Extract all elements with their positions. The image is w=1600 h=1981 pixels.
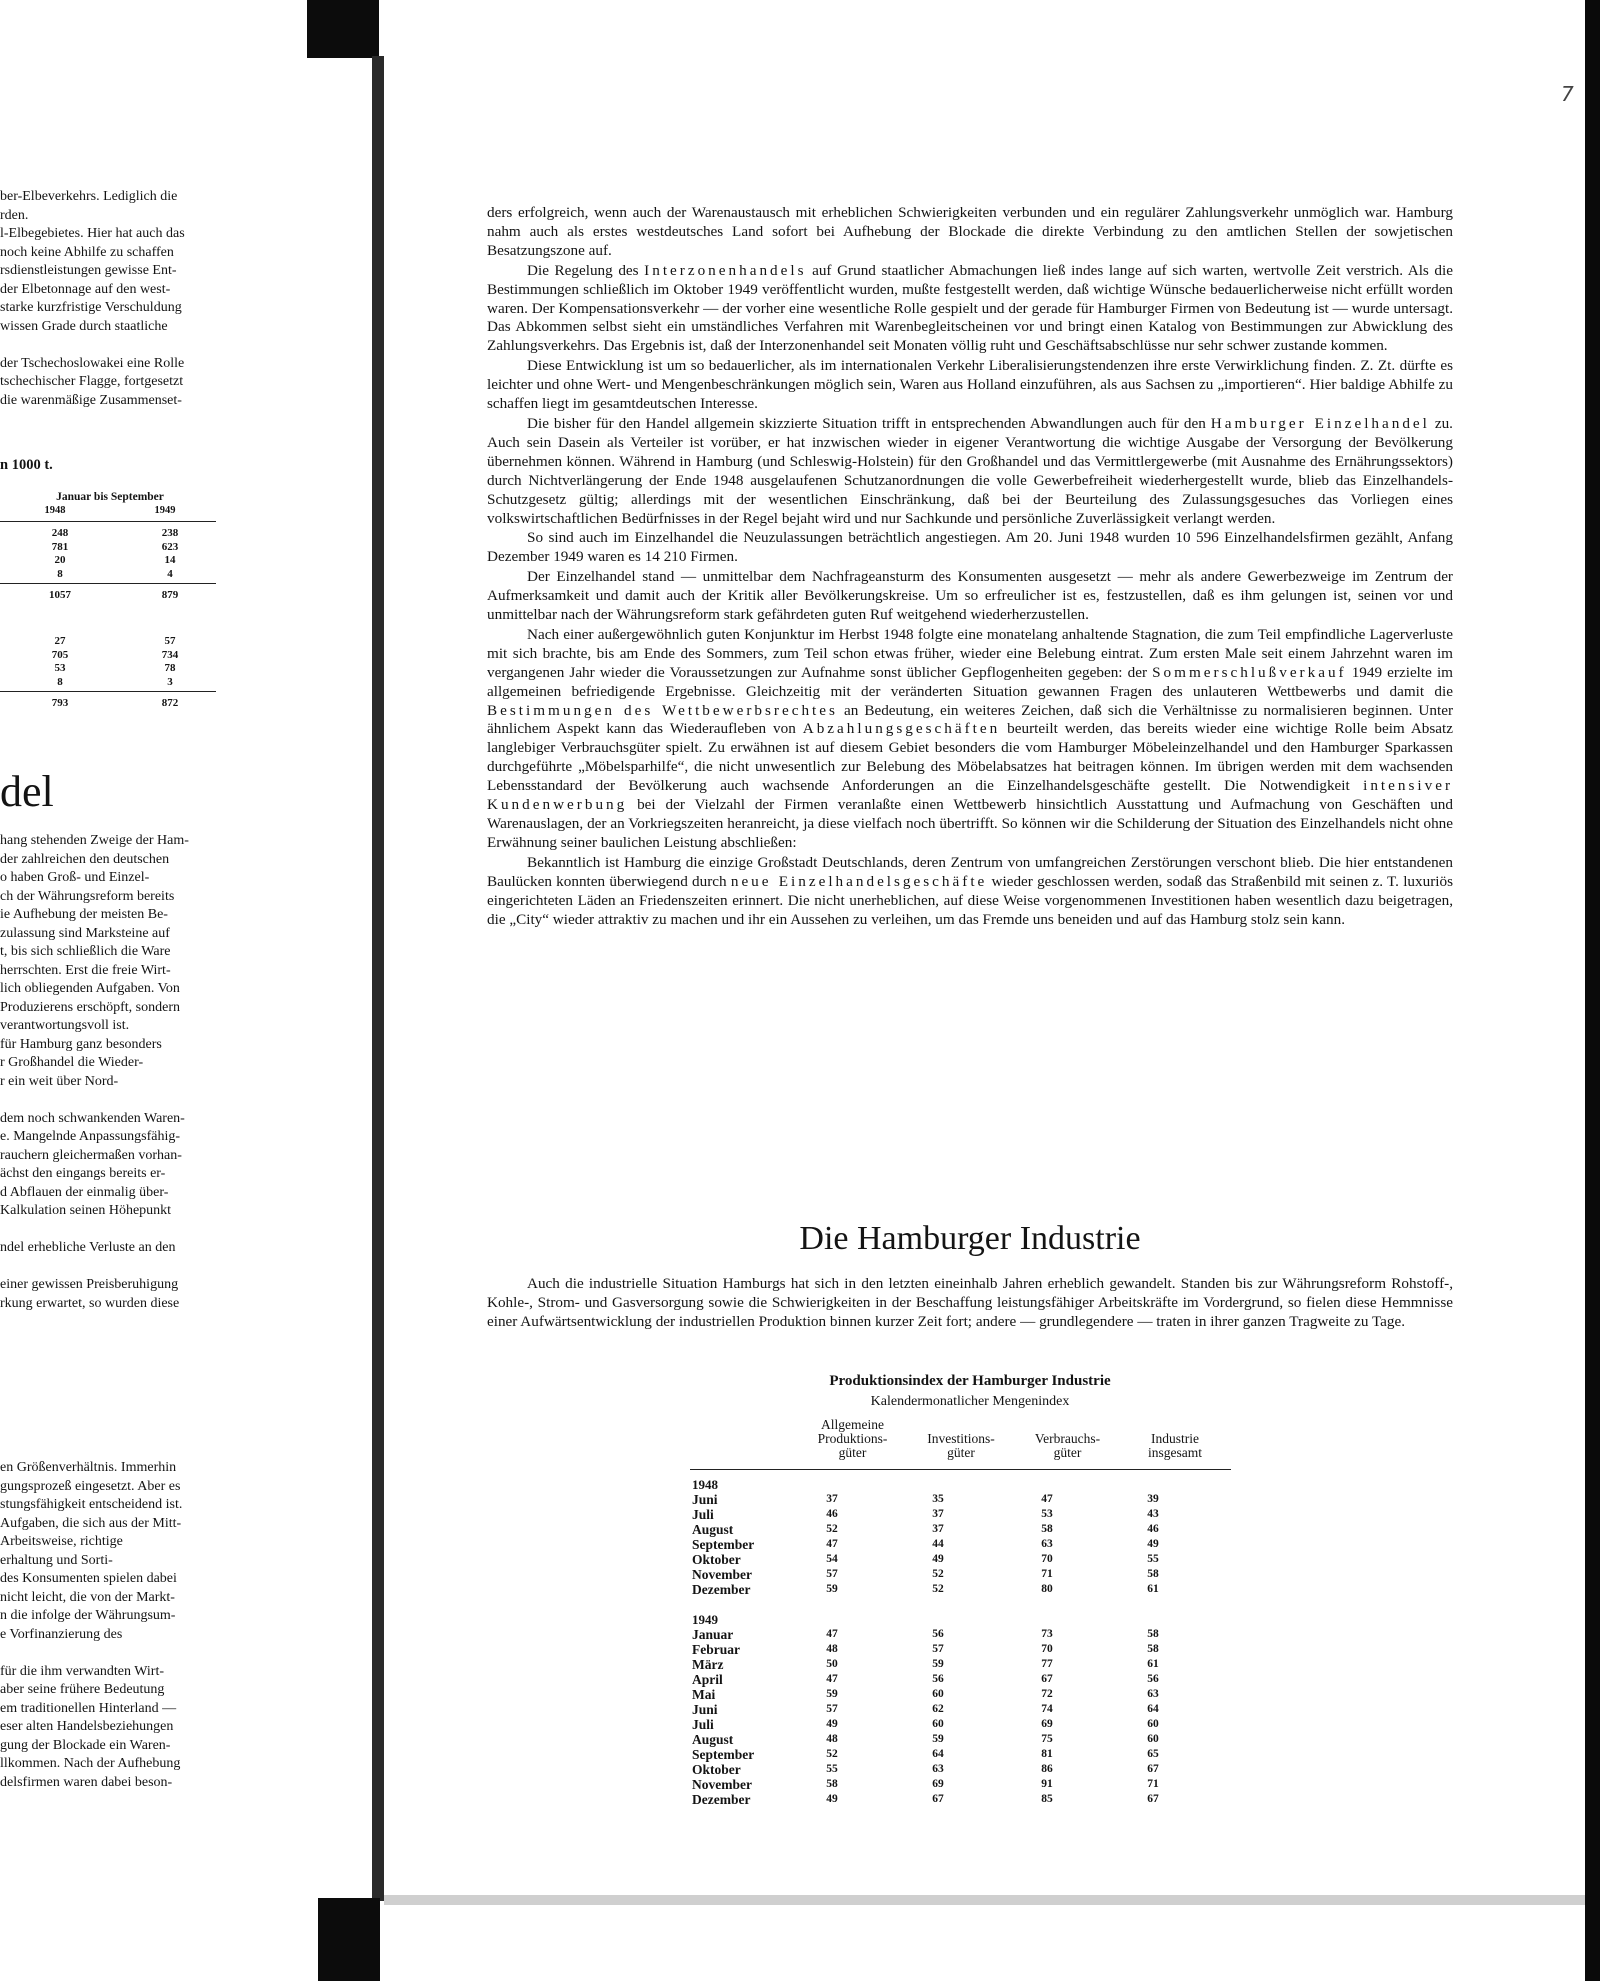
text-line: zulassung sind Marksteine auf xyxy=(0,925,170,941)
left-table-col1: 1948 xyxy=(44,505,66,516)
table-month: Januar xyxy=(692,1627,734,1642)
text-line: einer gewissen Preisberuhigung xyxy=(0,1277,179,1292)
table-cell: 49 xyxy=(1147,1538,1159,1550)
text-line: dem noch schwankenden Waren- xyxy=(0,1110,185,1126)
table-year: 1948 xyxy=(692,1477,718,1492)
left-table-row xyxy=(0,697,220,712)
table-header-col3: Verbrauchs- güter xyxy=(1034,1431,1101,1460)
text-line: wissen Grade durch staatliche xyxy=(0,318,168,334)
table-cell: 73 xyxy=(1041,1628,1053,1640)
table-month: September xyxy=(692,1537,755,1552)
table-cell: 55 xyxy=(826,1763,838,1775)
table-cell: 52 xyxy=(932,1583,944,1595)
left-table-cell: 793 xyxy=(51,697,69,709)
table-cell: 57 xyxy=(826,1703,838,1715)
text-line: eser alten Handelsbeziehungen xyxy=(0,1719,174,1734)
paragraph: Die Regelung des Interzonenhandels auf Grund staatlicher Abmachungen ließ indes lange auf sich warten, wertvolle Zeit verstrich. Als die Bestimmungen schließlich im Oktober 1949 veröffentlicht wurden, mußte festgestellt werden, daß wichtige Wünsche bedauerlicherweise nicht erfüllt worden waren. Der Kompensationsverkehr — der vorher eine wesentliche Rolle gespielt und der gerade für Hamburger Firmen von Bedeutung ist — wurde untersagt. Das Abkommen selbst sieht ein umständliches Verfahren mit Warenbegleitscheinen vor und bringt einen Katalog von Bestimmungen zur Abwicklung des Zahlungsverkehrs. Das Ergebnis ist, daß der Interzonenhandel seit Monaten völlig ruht und Geschäftsabschlüsse nur sehr schwer zustande kommen. xyxy=(487,261,1453,355)
left-table-cell: 734 xyxy=(161,648,179,661)
table-cell: 47 xyxy=(826,1673,838,1685)
table-cell: 57 xyxy=(932,1643,944,1655)
table-cell: 54 xyxy=(826,1553,838,1565)
table-month: Juni xyxy=(692,1492,718,1507)
left-table-row xyxy=(0,589,220,604)
table-cell: 46 xyxy=(826,1508,838,1520)
page-fold xyxy=(372,56,384,1901)
table-cell: 52 xyxy=(826,1748,838,1760)
table-cell: 63 xyxy=(1147,1688,1159,1700)
left-table-row xyxy=(0,676,220,691)
table-month: Dezember xyxy=(692,1792,751,1807)
table-row xyxy=(690,1762,1250,1777)
text-line xyxy=(0,1091,268,1110)
table-month: August xyxy=(692,1522,734,1537)
table-month: Oktober xyxy=(692,1762,741,1777)
table-month: Juni xyxy=(692,1702,718,1717)
page-number: 7 xyxy=(1561,82,1574,106)
table-cell: 61 xyxy=(1147,1583,1159,1595)
table-cell: 37 xyxy=(932,1523,944,1535)
table-row xyxy=(690,1777,1250,1792)
table-cell: 67 xyxy=(1147,1763,1159,1775)
section-intro xyxy=(487,1275,1453,1332)
table-cell: 69 xyxy=(1041,1718,1053,1730)
left-section-heading: del xyxy=(0,767,54,816)
table-month: November xyxy=(692,1777,752,1792)
section-title: Die Hamburger Industrie xyxy=(799,1220,1141,1257)
table-cell: 47 xyxy=(1041,1493,1053,1505)
table-cell: 71 xyxy=(1041,1568,1053,1580)
text-line: Kalkulation seinen Höhepunkt xyxy=(0,1203,172,1218)
text-line: die warenmäßige Zusammenset- xyxy=(0,392,182,408)
table-row xyxy=(690,1537,1250,1552)
text-line: r Großhandel die Wieder- xyxy=(0,1055,144,1070)
text-line: des Konsumenten spielen dabei xyxy=(0,1571,177,1586)
table-cell: 60 xyxy=(1147,1718,1159,1730)
table-cell: 77 xyxy=(1041,1658,1053,1670)
table-cell: 74 xyxy=(1041,1703,1053,1715)
table-cell: 56 xyxy=(1147,1673,1159,1685)
left-table-row xyxy=(0,568,220,583)
text-line: n die infolge der Währungsum- xyxy=(0,1608,176,1623)
left-table-cell: 20 xyxy=(54,554,66,566)
text-line: Arbeitsweise, richtige xyxy=(0,1534,123,1549)
left-page-text-top xyxy=(0,188,268,410)
table-cell: 64 xyxy=(1147,1703,1159,1715)
table-month: November xyxy=(692,1567,752,1582)
left-table-rule xyxy=(0,691,216,692)
table-row xyxy=(690,1732,1250,1747)
table-month: September xyxy=(692,1747,755,1762)
table-cell: 52 xyxy=(932,1568,944,1580)
table-month: Dezember xyxy=(692,1582,751,1597)
text-line: en Größenverhältnis. Immerhin xyxy=(0,1460,177,1475)
paragraph: Auch die industrielle Situation Hamburgs hat sich in den letzten eineinhalb Jahren erheblich gewandelt. Standen bis zur Währungsreform Rohstoff-, Kohle-, Strom- und Gasversorgung sowie die Schwierigkeiten in der Beschaffung leistungsfähiger Arbeitskräfte im Vordergrund, so fielen diese Hemmnisse einer Aufwärtsentwicklung der industriellen Produktion binnen kurzer Zeit fort; andere — grundlegendere — traten in ihrer ganzen Tragweite zu Tage. xyxy=(487,1275,1453,1330)
text-line xyxy=(0,336,268,355)
table-row xyxy=(690,1702,1250,1717)
table-cell: 48 xyxy=(826,1643,838,1655)
table-cell: 53 xyxy=(1041,1508,1053,1520)
text-line: der Elbetonnage auf den west- xyxy=(0,281,171,297)
table-cell: 67 xyxy=(932,1793,944,1805)
text-line: rden. xyxy=(0,207,29,223)
text-line: herrschten. Erst die freie Wirt- xyxy=(0,962,171,978)
table-cell: 56 xyxy=(932,1673,944,1685)
paragraph: Diese Entwicklung ist um so bedauerlicher, als im internationalen Verkehr Liberalisierungstendenzen ihre erste Verwirklichung finden. Z. Zt. dürfte es leichter und ohne Wert- und Mengenbeschränkungen möglich sein, Waren aus Holland einzuführen, als aus Sachsen zu „importieren“. Hier baldige Abhilfe zu schaffen liegt im gesamtdeutschen Interesse. xyxy=(487,357,1453,413)
table-cell: 59 xyxy=(932,1658,944,1670)
text-line: ächst den eingangs bereits er- xyxy=(0,1166,166,1181)
text-line: noch keine Abhilfe zu schaffen xyxy=(0,244,174,260)
table-cell: 39 xyxy=(1147,1493,1159,1505)
table-cell: 49 xyxy=(826,1793,838,1805)
left-table-cell: 872 xyxy=(161,697,179,709)
table-cell: 48 xyxy=(826,1733,838,1745)
table-cell: 37 xyxy=(932,1508,944,1520)
table-month: März xyxy=(692,1657,724,1672)
table-row xyxy=(690,1582,1250,1597)
table-month: Oktober xyxy=(692,1552,741,1567)
table-cell: 44 xyxy=(932,1538,944,1550)
table-cell: 57 xyxy=(826,1568,838,1580)
table-row xyxy=(690,1522,1250,1537)
table-row xyxy=(690,1492,1250,1507)
table-subtitle: Kalendermonatlicher Mengenindex xyxy=(870,1394,1070,1409)
left-table-cell: 1057 xyxy=(49,589,71,601)
table-cell: 58 xyxy=(1041,1523,1053,1535)
table-month: Februar xyxy=(692,1642,740,1657)
left-table-col2: 1949 xyxy=(154,505,176,516)
table-year: 1949 xyxy=(692,1612,718,1627)
table-cell: 55 xyxy=(1147,1553,1159,1565)
left-table-cell: 4 xyxy=(167,567,173,580)
text-line: em traditionellen Hinterland — xyxy=(0,1700,177,1716)
table-row xyxy=(690,1792,1250,1807)
table-month: Juli xyxy=(692,1717,714,1732)
text-line: lich obliegenden Aufgaben. Von xyxy=(0,981,180,996)
table-cell: 85 xyxy=(1041,1793,1053,1805)
text-line: rauchern gleichermaßen vorhan- xyxy=(0,1147,182,1163)
table-month: August xyxy=(692,1732,734,1747)
table-cell: 64 xyxy=(932,1748,944,1760)
table-row xyxy=(690,1642,1250,1657)
table-cell: 71 xyxy=(1147,1778,1159,1790)
table-cell: 86 xyxy=(1041,1763,1053,1775)
left-table-cell: 53 xyxy=(54,662,66,674)
table-cell: 58 xyxy=(826,1778,838,1790)
table-cell: 35 xyxy=(932,1493,944,1505)
text-line: e Vorfinanzierung des xyxy=(0,1626,123,1642)
binding-shadow-bottom xyxy=(318,1898,380,1981)
text-line: ndel erhebliche Verluste an den xyxy=(0,1240,176,1255)
left-table-cell: 623 xyxy=(161,540,179,553)
table-row xyxy=(690,1627,1250,1642)
left-table-cell: 8 xyxy=(57,675,63,688)
table-header-col4: Industrie insgesamt xyxy=(1148,1431,1202,1460)
text-line: der Tschechoslowakei eine Rolle xyxy=(0,355,185,371)
table-cell: 63 xyxy=(1041,1538,1053,1550)
table-cell: 56 xyxy=(932,1628,944,1640)
paragraph: Nach einer außergewöhnlich guten Konjunktur im Herbst 1948 folgte eine monatelang anhaltende Stagnation, die zum Teil empfindliche Lagerverluste mit sich brachte, bis am Ende des Sommers, zum Teil schon etwas früher, wieder eine Belebung eintrat. Zum ersten Male seit einem Jahrzehnt waren im vergangenen Jahr wieder die Voraussetzungen zur Aufnahme sonst üblicher Gepflogenheiten gegeben: der Sommerschlußverkauf 1949 erzielte im allgemeinen befriedigende Ergebnisse. Gleichzeitig mit der veränderten Situation gewannen Fragen des unlauteren Wettbewerbs und damit die Bestimmungen des Wettbewerbsrechtes an Bedeutung, ein weiteres Zeichen, daß sich die Verhältnisse zu normalisieren beginnen. Unter ähnlichem Aspekt kann das Wiederaufleben von Abzahlungsgeschäften beurteilt werden, das bereits wieder eine wichtige Rolle beim Absatz langlebiger Verbrauchsgüter spielt. Zu erwähnen ist auf diesem Gebiet besonders die vom Hamburger Möbeleinzelhandel und den Hamburger Sparkassen durchgeführte „Möbelsparhilfe“, die nicht unwesentlich zur Belebung des Möbelabsatzes hat beitragen können. Im übrigen werden mit dem wachsenden Lebensstandard der Bevölkerung auch wachsende Anforderungen an die Einzelhandelsgeschäfte gestellt. Die Notwendigkeit intensiver Kundenwerbung bei der Vielzahl der Firmen veranlaßte einen Wettbewerb hinsichtlich Ausstattung und Aufmachung von Geschäften und Warenauslagen, der an Vorkriegszeiten heranreicht, ja diese vielfach noch übertrifft. So können wir die Schilderung der Situation des Einzelhandels nicht ohne Erwähnung seiner baulichen Leistung abschließen: xyxy=(487,625,1454,851)
paragraph: So sind auch im Einzelhandel die Neuzulassungen beträchtlich angestiegen. Am 20. Juni 1948 wurden 10 596 Einzelhandelsfirmen gezählt, Anfang Dezember 1949 waren es 14 210 Firmen. xyxy=(487,529,1453,566)
text-line: für die ihm verwandten Wirt- xyxy=(0,1663,165,1679)
left-table-caption: n 1000 t. xyxy=(0,457,53,473)
table-cell: 37 xyxy=(826,1493,838,1505)
text-line xyxy=(0,1221,268,1240)
text-line: gungsprozeß eingesetzt. Aber es xyxy=(0,1478,181,1494)
table-cell: 70 xyxy=(1041,1643,1053,1655)
text-line: d Abflauen der einmalig über- xyxy=(0,1184,169,1200)
table-month: April xyxy=(692,1672,723,1687)
table-cell: 65 xyxy=(1147,1748,1159,1760)
paragraph: Die bisher für den Handel allgemein skizzierte Situation trifft in entsprechenden Abwandlungen auch für den Hamburger Einzelhandel zu. Auch sein Dasein als Verteiler ist vorüber, er hat inzwischen wieder in eigener Verantwortung die wichtige Ausgabe der Versorgung der Bevölkerung übernehmen können. Während in Hamburg (und Schleswig-Holstein) für den Großhandel und das Vermittlergewerbe (mit Ausnahme des Ernährungssektors) durch Nichtverlängerung der Ende 1948 ausgelaufenen Schutzanordnungen die volle Gewerbefreiheit wiederhergestellt wurde, blieb das Einzelhandels-Schutzgesetz gültig; allerdings mit der wesentlichen Einschränkung, daß bei der Beurteilung des Zulassungsgesuches das Vorliegen eines volkswirtschaftlichen Bedürfnisses in der Regel bejaht wird und nur Sachkunde und persönliche Zuverlässigkeit verlangt werden. xyxy=(487,414,1453,527)
table-cell: 59 xyxy=(826,1688,838,1700)
table-row xyxy=(690,1672,1250,1687)
left-table-cell: 57 xyxy=(164,635,176,647)
left-table-cell: 78 xyxy=(164,662,176,674)
text-line: Aufgaben, die sich aus der Mitt- xyxy=(0,1515,182,1531)
table-cell: 49 xyxy=(932,1553,944,1565)
table-header-rule xyxy=(690,1469,1231,1470)
left-table-cell: 8 xyxy=(57,567,63,580)
left-table-cell: 781 xyxy=(51,540,69,553)
table-cell: 70 xyxy=(1041,1553,1053,1565)
table-cell: 81 xyxy=(1041,1748,1053,1760)
table-cell: 91 xyxy=(1041,1778,1053,1790)
left-table-cell: 705 xyxy=(51,648,69,661)
table-cell: 52 xyxy=(826,1523,838,1535)
table-cell: 80 xyxy=(1041,1583,1053,1595)
table-row xyxy=(690,1552,1250,1567)
table-row xyxy=(690,1567,1250,1582)
text-line: für Hamburg ganz besonders xyxy=(0,1036,162,1052)
table-cell: 67 xyxy=(1147,1793,1159,1805)
left-table-cell: 27 xyxy=(54,635,66,647)
paragraph: ders erfolgreich, wenn auch der Warenaustausch mit erheblichen Schwierigkeiten verbunden und ein regulärer Zahlungsverkehr unmöglich war. Hamburg nahm auch als erstes westdeutsches Land sofort bei Aufhebung der Blockade die direkte Verbindung zu den amtlichen Stellen der sowjetischen Besatzungszone auf. xyxy=(487,204,1453,259)
left-table-rule xyxy=(0,521,216,522)
text-line: t, bis sich schließlich die Ware xyxy=(0,944,171,959)
table-cell: 62 xyxy=(932,1703,944,1715)
table-cell: 50 xyxy=(826,1658,838,1670)
table-cell: 47 xyxy=(826,1628,838,1640)
text-line: starke kurzfristige Verschuldung xyxy=(0,300,182,315)
table-month: Juli xyxy=(692,1507,714,1522)
left-table-cell: 14 xyxy=(164,554,176,566)
text-line: gung der Blockade ein Waren- xyxy=(0,1737,171,1753)
table-cell: 60 xyxy=(1147,1733,1159,1745)
text-line: r ein weit über Nord- xyxy=(0,1073,119,1089)
paragraph: Der Einzelhandel stand — unmittelbar dem Nachfrageansturm des Konsumenten ausgesetzt — mehr als andere Gewerbezweige im Zentrum der Aufmerksamkeit und damit auch der Kritik aller Bevölkerungskreise. Um so erfreulicher ist es, festzustellen, daß es ihm gelungen ist, seinen vor und unmittelbar nach der Währungsreform stark gefährdeten guten Ruf weitgehend wiederherzustellen. xyxy=(487,568,1453,624)
table-cell: 75 xyxy=(1041,1733,1053,1745)
binding-shadow-top xyxy=(307,0,379,58)
table-cell: 58 xyxy=(1147,1568,1159,1580)
text-line: der zahlreichen den deutschen xyxy=(0,851,170,867)
main-text xyxy=(487,204,1453,929)
left-table-header: Januar bis September xyxy=(56,491,164,503)
text-line: llkommen. Nach der Aufhebung xyxy=(0,1756,181,1771)
left-table-cell: 238 xyxy=(161,527,179,539)
left-table-cell: 3 xyxy=(167,675,173,688)
text-line: ber-Elbeverkehrs. Lediglich die xyxy=(0,189,178,204)
table-cell: 49 xyxy=(826,1718,838,1730)
table-cell: 61 xyxy=(1147,1658,1159,1670)
table-row xyxy=(690,1657,1250,1672)
table-cell: 59 xyxy=(826,1583,838,1595)
table-cell: 69 xyxy=(932,1778,944,1790)
left-page-text-bottom xyxy=(0,1459,268,1792)
table-header-col2: Investitions- güter xyxy=(927,1431,995,1460)
text-line: rsdienstleistungen gewisse Ent- xyxy=(0,263,177,278)
table-row xyxy=(690,1507,1250,1522)
text-line: aber seine frühere Bedeutung xyxy=(0,1682,165,1697)
table-row xyxy=(690,1747,1250,1762)
text-line: nicht leicht, die von der Markt- xyxy=(0,1589,175,1605)
text-line: verantwortungsvoll ist. xyxy=(0,1018,130,1033)
text-line: tschechischer Flagge, fortgesetzt xyxy=(0,374,184,389)
table-title: Produktionsindex der Hamburger Industrie xyxy=(829,1373,1111,1389)
table-header-col1: Allgemeine Produktions- güter xyxy=(817,1417,888,1460)
table-cell: 46 xyxy=(1147,1523,1159,1535)
table-cell: 43 xyxy=(1147,1508,1159,1520)
page-bottom-edge xyxy=(384,1895,1585,1905)
left-table-cell: 248 xyxy=(51,527,69,539)
text-line: Produzierens erschöpft, sondern xyxy=(0,999,181,1015)
text-line: o haben Groß- und Einzel- xyxy=(0,870,150,885)
text-line: ch der Währungsreform bereits xyxy=(0,888,175,904)
left-table-rule xyxy=(0,583,216,584)
text-line: hang stehenden Zweige der Ham- xyxy=(0,833,189,848)
table-cell: 58 xyxy=(1147,1628,1159,1640)
table-row xyxy=(690,1717,1250,1732)
table-month: Mai xyxy=(692,1687,716,1702)
text-line xyxy=(0,1258,268,1277)
table-cell: 60 xyxy=(932,1688,944,1700)
scan-edge xyxy=(1585,0,1600,1981)
text-line: erhaltung und Sorti- xyxy=(0,1552,113,1568)
text-line: delsfirmen waren dabei beson- xyxy=(0,1774,173,1790)
text-line: l-Elbegebietes. Hier hat auch das xyxy=(0,226,185,241)
table-cell: 63 xyxy=(932,1763,944,1775)
table-cell: 59 xyxy=(932,1733,944,1745)
text-line: stungsfähigkeit entscheidend ist. xyxy=(0,1497,183,1512)
left-table-cell: 879 xyxy=(161,589,179,601)
table-cell: 67 xyxy=(1041,1673,1053,1685)
table-cell: 47 xyxy=(826,1538,838,1550)
text-line: rkung erwartet, so wurden diese xyxy=(0,1295,180,1311)
table-cell: 60 xyxy=(932,1718,944,1730)
left-page-text-mid xyxy=(0,832,268,1313)
table-cell: 58 xyxy=(1147,1643,1159,1655)
text-line: ie Aufhebung der meisten Be- xyxy=(0,907,168,922)
table-row xyxy=(690,1687,1250,1702)
text-line: e. Mangelnde Anpassungsfähig- xyxy=(0,1129,181,1144)
table-cell: 72 xyxy=(1041,1688,1053,1700)
text-line xyxy=(0,1644,268,1663)
paragraph: Bekanntlich ist Hamburg die einzige Großstadt Deutschlands, deren Zentrum von umfangreichen Zerstörungen verschont blieb. Die hier entstandenen Baulücken konnten überwiegend durch neue Einzelhandelsgeschäfte wieder geschlossen werden, sodaß das Straßenbild mit seinen z. T. luxuriös eingerichteten Läden an Friedenszeiten erinnert. Die nicht unerheblichen, auf diese Weise vorgenommenen Investitionen haben wesentlich dazu beigetragen, die „City“ wieder attraktiv zu machen und ihr ein Aussehen zu verleihen, um das Fremde uns beneiden und auf das Hamburg stolz sein kann. xyxy=(487,853,1453,928)
